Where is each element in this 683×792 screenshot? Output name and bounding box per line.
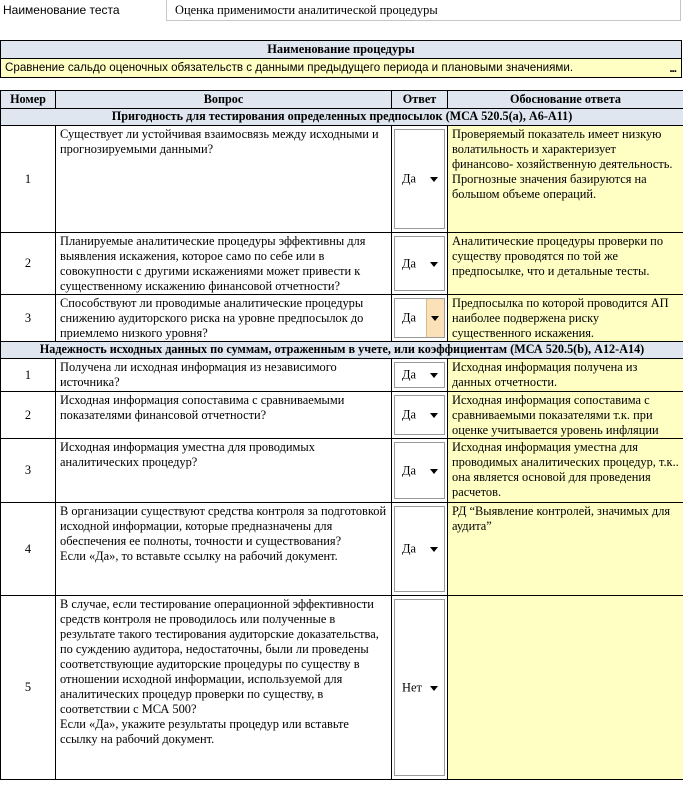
column-header-number: Номер [1, 91, 56, 109]
column-header-answer: Ответ [392, 91, 448, 109]
question-text: Существует ли устойчивая взаимосвязь между исходными и прогнозируемыми данными? [56, 126, 392, 233]
question-text: Получена ли исходная информация из независимого источника? [56, 359, 392, 392]
table-row [1, 233, 683, 295]
more-icon[interactable]: ... [669, 62, 676, 75]
column-header-question: Вопрос [56, 91, 392, 109]
table-row [1, 295, 683, 342]
question-text: В случае, если тестирование операционной эффективности средств контроля не проводилось или полученные в результате такого тестирования аудиторские доказательства, по суждению аудитора, недостаточны, были ли проведены соответствующие аудиторские процедуры по существу в отношении исходной информации, используемой для аналитических процедур проверки по существу, в соответствии с МСА 500? Если «Да», укажите результаты процедур или вставьте ссылку на рабочий документ. [56, 596, 392, 780]
row-number: 2 [1, 233, 56, 295]
table-row [1, 392, 683, 439]
question-text: Исходная информация сопоставима с сравниваемыми показателями финансовой отчетности? [56, 392, 392, 439]
answer-value: Да [402, 310, 416, 325]
answer-value: Да [402, 463, 416, 477]
answer-value: Да [402, 367, 416, 382]
column-header-justification: Обоснование ответа [448, 91, 683, 109]
answer-value: Да [402, 256, 416, 270]
row-number: 2 [1, 392, 56, 439]
row-number: 5 [1, 596, 56, 780]
section-title-reliability: Надежность исходных данных по суммам, отраженным в учете, или коэффициентам (МСА 520.5(b), А12-А14) [1, 342, 683, 359]
row-number: 1 [1, 126, 56, 233]
row-number: 3 [1, 295, 56, 342]
answer-select[interactable] [394, 599, 445, 776]
chevron-down-icon[interactable] [427, 464, 441, 478]
procedure-text-field[interactable] [0, 59, 682, 78]
justification-field[interactable]: Проверяемый показатель имеет низкую волатильность и характеризует финансово- хозяйственную деятельность. Прогнозные значения базируются на большом объеме операций. [448, 126, 683, 233]
procedure-text: Сравнение сальдо оценочных обязательств с данными предыдущего периода и плановыми значениями. [5, 61, 574, 74]
justification-field[interactable]: РД “Выявление контролей, значимых для аудита” [448, 503, 683, 596]
chevron-down-icon[interactable] [427, 368, 441, 382]
table-row [1, 596, 683, 780]
row-number: 1 [1, 359, 56, 392]
chevron-down-icon[interactable] [427, 257, 441, 271]
question-text: Планируемые аналитические процедуры эффективны для выявления искажения, которое само по себе или в совокупности с другими искажениями может привести к существенному искажению финансовой отчетности? [56, 233, 392, 295]
table-row [1, 503, 683, 596]
answer-select[interactable] [394, 298, 445, 338]
answer-value: Да [402, 541, 416, 556]
answer-select[interactable] [394, 506, 445, 592]
justification-field[interactable]: Исходная информация уместна для проводимых аналитических процедур, т.к.. она является основой для проведения расчетов. [448, 439, 683, 503]
chevron-down-icon[interactable] [427, 542, 441, 556]
answer-select[interactable] [394, 236, 445, 291]
answer-select[interactable] [394, 395, 445, 435]
procedure-header: Наименование процедуры [0, 40, 682, 59]
questions-table [0, 90, 683, 780]
answer-select[interactable] [394, 442, 445, 499]
answer-value: Нет [402, 680, 422, 694]
justification-field[interactable]: Исходная информация получена из данных отчетности. [448, 359, 683, 392]
question-text: Исходная информация уместна для проводимых аналитических процедур? [56, 439, 392, 503]
chevron-down-icon[interactable] [427, 408, 441, 422]
table-row [1, 359, 683, 392]
row-number: 3 [1, 439, 56, 503]
test-name-row [0, 0, 683, 22]
test-name-field[interactable]: Оценка применимости аналитической процедуры [166, 0, 681, 21]
chevron-down-icon[interactable] [427, 172, 441, 186]
chevron-down-icon[interactable] [427, 681, 441, 695]
section-title-applicability: Пригодность для тестирования определенных предпосылок (МСА 520.5(a), А6-А11) [1, 109, 683, 126]
justification-field[interactable]: Предпосылка по которой проводится АП наиболее подвержена риску существенного искажения. [448, 295, 683, 342]
question-text: В организации существуют средства контроля за подготовкой исходной информации, которые предназначены для обеспечения ее полноты, точности и существования? Если «Да», то вставьте ссылку на рабочий документ. [56, 503, 392, 596]
justification-field[interactable]: Аналитические процедуры проверки по существу проводятся по той же предпосылке, что и детальные тесты. [448, 233, 683, 295]
answer-value: Да [402, 407, 416, 422]
table-row [1, 126, 683, 233]
test-name-label: Наименование теста [3, 3, 120, 17]
answer-value: Да [402, 171, 416, 186]
answer-select[interactable] [394, 362, 445, 388]
justification-field[interactable] [448, 596, 683, 780]
question-text: Способствуют ли проводимые аналитические процедуры снижению аудиторского риска на уровне предпосылок до приемлемо низкого уровня? [56, 295, 392, 342]
answer-select[interactable] [394, 129, 445, 229]
table-row [1, 439, 683, 503]
justification-field[interactable]: Исходная информация сопоставима с сравниваемыми показателями т.к. при оценке учитывается уровень инфляции [448, 392, 683, 439]
procedure-block [0, 40, 682, 78]
row-number: 4 [1, 503, 56, 596]
chevron-down-icon[interactable] [426, 299, 444, 337]
